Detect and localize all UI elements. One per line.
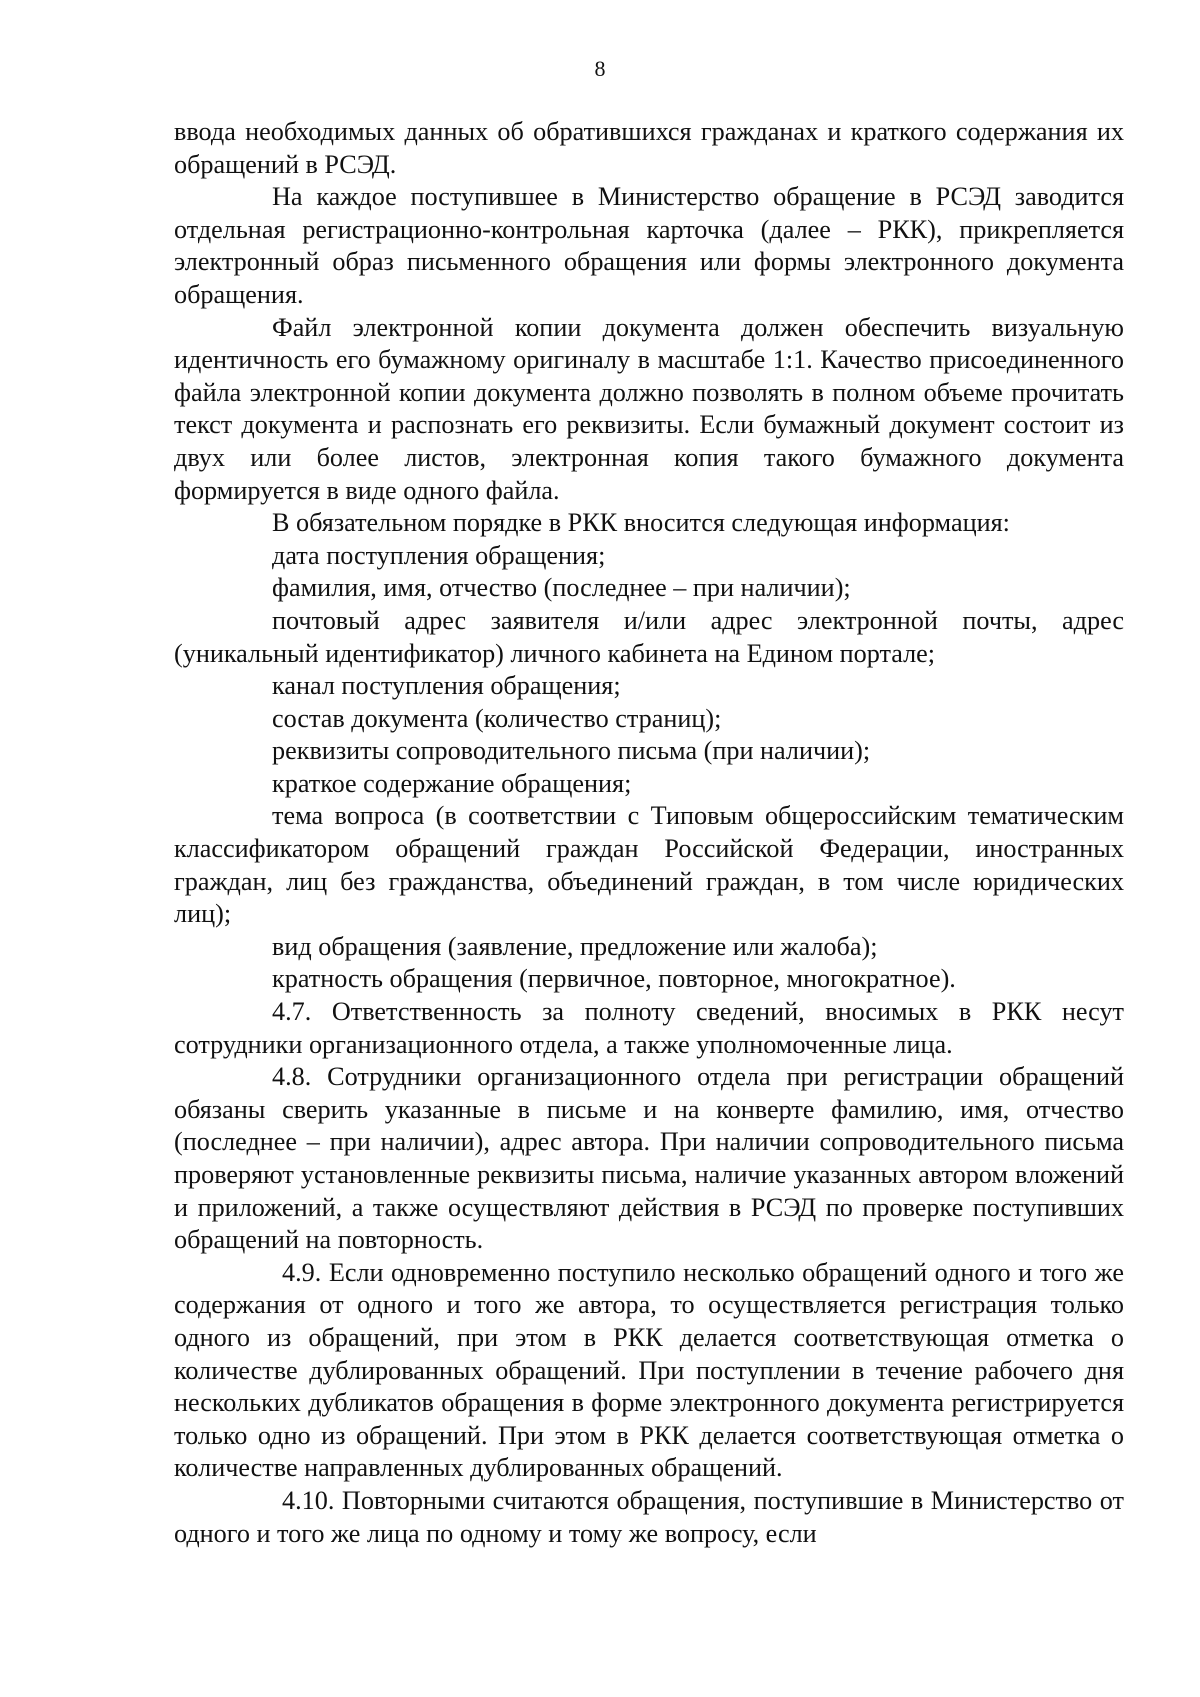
list-item: реквизиты сопроводительного письма (при наличии);: [272, 736, 871, 766]
list-item: краткое содержание обращения;: [272, 768, 632, 798]
list-item: канал поступления обращения;: [272, 671, 621, 701]
paragraph: Файл электронной копии документа должен обеспечить визуальную идентичность его бумажному оригиналу в масштабе 1:1. Качество присоединенного файла электронной копии документа должно позволять в полном объеме прочитать текст документа и распознать его реквизиты. Если бумажный документ состоит из двух или более листов, электронная копия такого бумажного документа формируется в виде одного файла.: [174, 312, 1124, 505]
paragraph: ввода необходимых данных об обратившихся гражданах и краткого содержания их обращений в РСЭД.: [174, 117, 1124, 179]
document-body: [174, 116, 1124, 1550]
list-item: кратность обращения (первичное, повторное, многократное).: [272, 964, 956, 994]
list-item: тема вопроса (в соответствии с Типовым общероссийским тематическим классификатором обращений граждан Российской Федерации, иностранных граждан, лиц без гражданства, объединений граждан, в том числе юридических лиц);: [174, 801, 1124, 929]
page-number: 8: [594, 56, 606, 81]
list-item: состав документа (количество страниц);: [272, 703, 722, 733]
list-intro: В обязательном порядке в РКК вносится следующая информация:: [272, 508, 1010, 538]
clause-4-9: 4.9. Если одновременно поступило несколько обращений одного и того же содержания от одного и того же автора, то осуществляется регистрация только одного из обращений, при этом в РКК делается соответствующая отметка о количестве дублированных обращений. При поступлении в течение рабочего дня нескольких дубликатов обращения в форме электронного документа регистрируется только одно из обращений. При этом в РКК делается соответствующая отметка о количестве направленных дублированных обращений.: [174, 1257, 1124, 1483]
clause-4-7: 4.7. Ответственность за полноту сведений, вносимых в РКК несут сотрудники организационного отдела, а также уполномоченные лица.: [174, 997, 1124, 1059]
list-item: почтовый адрес заявителя и/или адрес электронной почты, адрес (уникальный идентификатор) личного кабинета на Едином портале;: [174, 605, 1124, 668]
list-item: вид обращения (заявление, предложение или жалоба);: [272, 931, 878, 961]
clause-4-10: 4.10. Повторными считаются обращения, поступившие в Министерство от одного и того же лица по одному и тому же вопросу, если: [174, 1485, 1124, 1548]
list-item: фамилия, имя, отчество (последнее – при наличии);: [272, 573, 851, 603]
paragraph: На каждое поступившее в Министерство обращение в РСЭД заводится отдельная регистрационно-контрольная карточка (далее – РКК), прикрепляется электронный образ письменного обращения или формы электронного документа обращения.: [174, 182, 1124, 309]
clause-4-8: 4.8. Сотрудники организационного отдела при регистрации обращений обязаны сверить указанные в письме и на конверте фамилию, имя, отчество (последнее – при наличии), адрес автора. При наличии сопроводительного письма проверяют установленные реквизиты письма, наличие указанных автором вложений и приложений, а также осуществляют действия в РСЭД по проверке поступивших обращений на повторность.: [174, 1062, 1124, 1255]
list-item: дата поступления обращения;: [272, 540, 606, 570]
